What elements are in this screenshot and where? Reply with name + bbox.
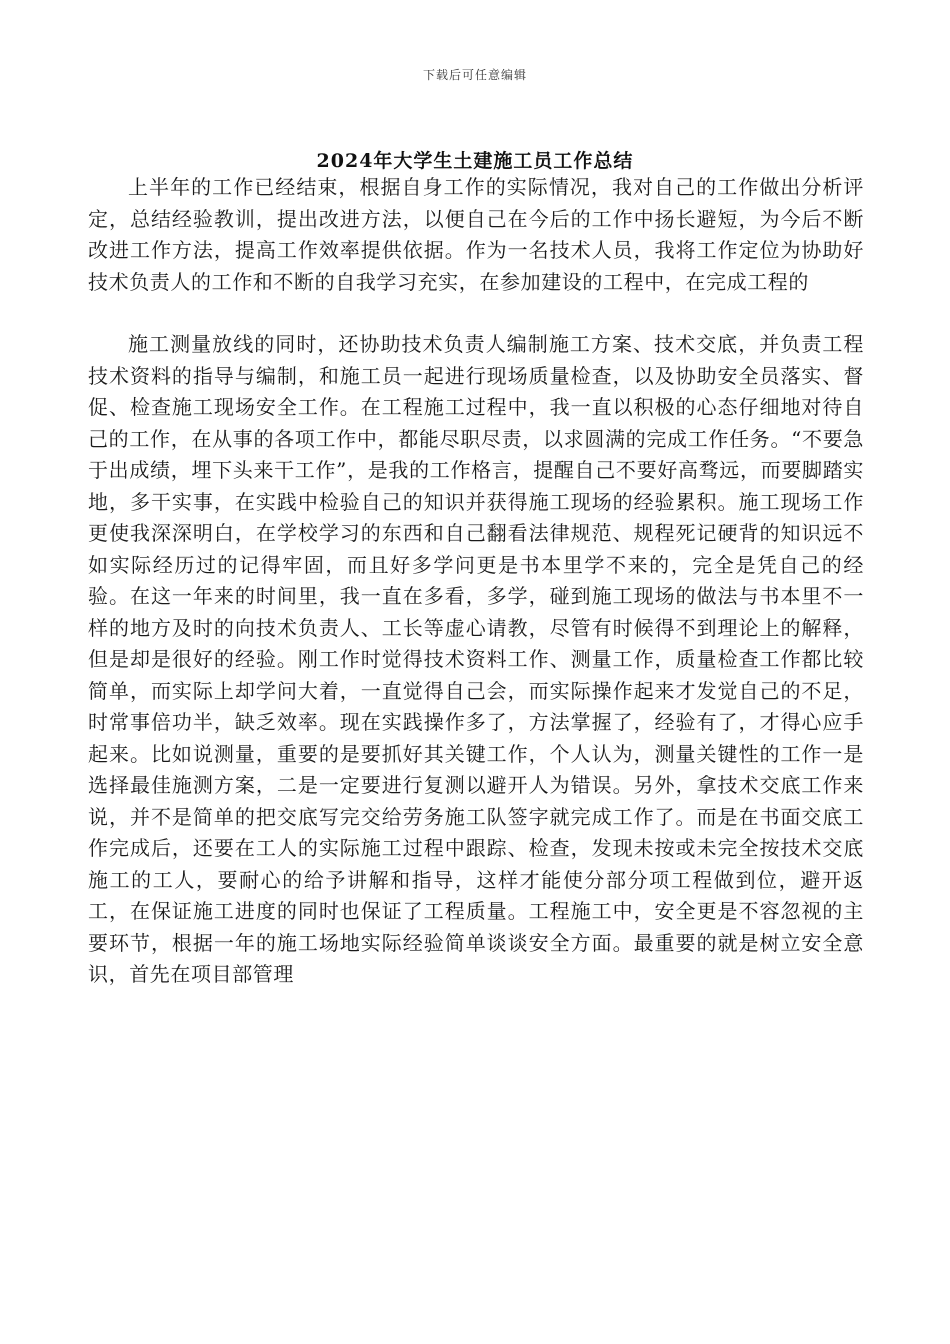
document-title: 2024年大学生土建施工员工作总结 bbox=[316, 150, 634, 172]
document-body bbox=[88, 172, 864, 991]
header-note: 下载后可任意编辑 bbox=[422, 68, 527, 82]
body-paragraph: 施工测量放线的同时，还协助技术负责人编制施工方案、技术交底，并负责工程技术资料的指导与编制，和施工员一起进行现场质量检查，以及协助安全员落实、督促、检查施工现场安全工作。在工程施工过程中，我一直以积极的心态仔细地对待自己的工作，在从事的各项工作中，都能尽职尽责，以求圆满的完成工作任务。“不要急于出成绩，埋下头来干工作”，是我的工作格言，提醒自己不要好高骛远，而要脚踏实地，多干实事，在实践中检验自己的知识并获得施工现场的经验累积。施工现场工作更使我深深明白，在学校学习的东西和自己翻看法律规范、规程死记硬背的知识远不如实际经历过的记得牢固，而且好多学问更是书本里学不来的，完全是凭自己的经验。在这一年来的时间里，我一直在多看，多学，碰到施工现场的做法与书本里不一样的地方及时的向技术负责人、工长等虚心请教，尽管有时候得不到理论上的解释，但是却是很好的经验。刚工作时觉得技术资料工作、测量工作，质量检查工作都比较简单，而实际上却学问大着，一直觉得自己会，而实际操作起来才发觉自己的不足，时常事倍功半，缺乏效率。现在实践操作多了，方法掌握了，经验有了，才得心应手起来。比如说测量，重要的是要抓好其关键工作，个人认为，测量关键性的工作一是选择最佳施测方案，二是一定要进行复测以避开人为错误。另外，拿技术交底工作来说，并不是简单的把交底写完交给劳务施工队签字就完成工作了。而是在书面交底工作完成后，还要在工人的实际施工过程中跟踪、检查，发现未按或未完全按技术交底施工的工人，要耐心的给予讲解和指导，这样才能使分部分项工程做到位，避开返工，在保证施工进度的同时也保证了工程质量。工程施工中，安全更是不容忽视的主要环节，根据一年的施工场地实际经验简单谈谈安全方面。最重要的就是树立安全意识，首先在项目部管理 bbox=[88, 332, 864, 986]
body-paragraph: 上半年的工作已经结束，根据自身工作的实际情况，我对自己的工作做出分析评定，总结经验教训，提出改进方法，以便自己在今后的工作中扬长避短，为今后不断改进工作方法，提高工作效率提供依据。作为一名技术人员，我将工作定位为协助好技术负责人的工作和不断的自我学习充实，在参加建设的工程中，在完成工程的 bbox=[88, 175, 864, 294]
